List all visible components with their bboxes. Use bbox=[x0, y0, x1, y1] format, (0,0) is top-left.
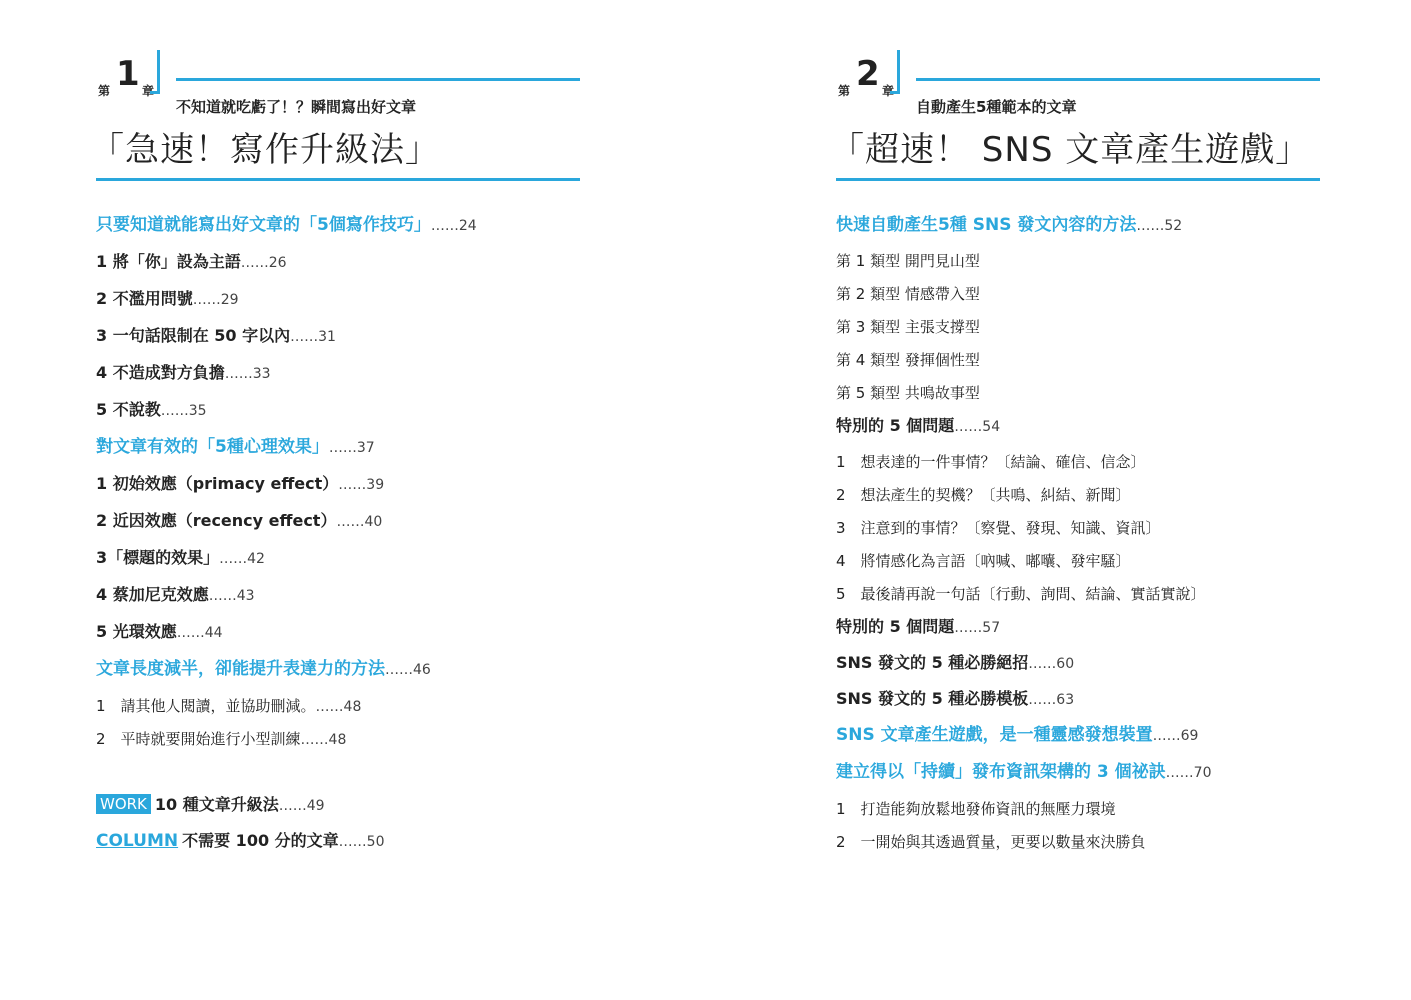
page-number: 40 bbox=[364, 514, 383, 530]
chapter-title: 「急速！寫作升級法」 bbox=[90, 130, 440, 170]
toc-entry[interactable] bbox=[96, 434, 596, 471]
leader-dots: …… bbox=[208, 588, 237, 604]
toc-entry[interactable] bbox=[96, 582, 596, 619]
toc-entry[interactable] bbox=[836, 281, 1336, 314]
subsection-text: SNS 發文的 5 種必勝模板 bbox=[836, 689, 1029, 708]
leader-dots: …… bbox=[338, 834, 367, 850]
section-heading: SNS 文章產生遊戲，是一種靈感發想裝置 bbox=[836, 725, 1153, 745]
toc-entry[interactable] bbox=[96, 619, 596, 656]
chapter-corner-decoration bbox=[150, 50, 160, 94]
section-heading: 文章長度減半，卻能提升表達力的方法 bbox=[96, 659, 385, 679]
toc-entry[interactable] bbox=[836, 796, 1336, 829]
subsection-text: 2 平時就要開始進行小型訓練 bbox=[96, 730, 301, 748]
chapter-2-mark bbox=[836, 50, 906, 100]
chapter-title: 「超速！ SNS 文章產生遊戲」 bbox=[830, 130, 1311, 170]
chapter-2-header bbox=[830, 0, 1336, 190]
toc-entry[interactable] bbox=[96, 212, 596, 249]
toc-entry[interactable] bbox=[836, 722, 1336, 759]
chapter-1-header bbox=[90, 0, 596, 190]
leader-dots: …… bbox=[219, 551, 248, 567]
subsection-text: 第 2 類型 情感帶入型 bbox=[836, 285, 980, 303]
section-heading: 快速自動產生5種 SNS 發文內容的方法 bbox=[836, 215, 1137, 235]
toc-entry[interactable] bbox=[836, 347, 1336, 380]
chapter-corner-decoration bbox=[890, 50, 900, 94]
column-tag: COLUMN bbox=[96, 831, 179, 851]
toc-entry[interactable] bbox=[836, 449, 1336, 482]
leader-dots: …… bbox=[954, 620, 983, 636]
leader-dots: …… bbox=[385, 662, 413, 678]
page-number: 52 bbox=[1164, 218, 1183, 234]
leader-dots: …… bbox=[278, 798, 307, 814]
chapter-bottom-rule bbox=[96, 178, 580, 181]
page-number: 70 bbox=[1193, 765, 1212, 781]
toc-entry[interactable] bbox=[96, 249, 596, 286]
page-number: 24 bbox=[458, 218, 477, 234]
leader-dots: …… bbox=[315, 699, 344, 715]
subsection-text: 第 3 類型 主張支撐型 bbox=[836, 318, 980, 336]
page-number: 43 bbox=[236, 588, 255, 604]
toc-entry[interactable] bbox=[836, 314, 1336, 347]
subsection-text: 4 蔡加尼克效應 bbox=[96, 585, 209, 604]
chapter-di-label: 第 bbox=[838, 84, 851, 98]
toc-entry[interactable] bbox=[836, 548, 1336, 581]
page-number: 37 bbox=[356, 440, 375, 456]
chapter-number: 2 bbox=[856, 54, 880, 94]
toc-entry[interactable] bbox=[836, 614, 1336, 650]
chapter-1-column bbox=[90, 0, 596, 851]
leader-dots: …… bbox=[300, 732, 329, 748]
toc-entry[interactable] bbox=[836, 829, 1336, 862]
leader-dots: …… bbox=[1165, 765, 1194, 781]
toc-entry[interactable] bbox=[836, 248, 1336, 281]
chapter-subtitle: 不知道就吃虧了！？瞬間寫出好文章 bbox=[176, 98, 417, 116]
column-entry-text: 不需要 100 分的文章 bbox=[182, 831, 339, 850]
page-number: 60 bbox=[1056, 656, 1075, 672]
toc-entry[interactable] bbox=[96, 323, 596, 360]
subsection-text: 第 4 類型 發揮個性型 bbox=[836, 351, 980, 369]
page-number: 46 bbox=[413, 662, 431, 678]
leader-dots: …… bbox=[1152, 728, 1181, 744]
leader-dots: …… bbox=[240, 255, 269, 271]
subsection-text: 5 光環效應 bbox=[96, 622, 177, 641]
chapter-zhang-label: 章 bbox=[882, 84, 895, 98]
subsection-text: 1 請其他人閱讀，並協助刪減。 bbox=[96, 697, 316, 715]
subsection-text: 第 5 類型 共鳴故事型 bbox=[836, 384, 980, 402]
toc-entry[interactable] bbox=[836, 413, 1336, 449]
toc-entry[interactable] bbox=[96, 693, 596, 726]
toc-entry[interactable] bbox=[96, 545, 596, 582]
leader-dots: …… bbox=[192, 292, 221, 308]
subsection-text: SNS 發文的 5 種必勝絕招 bbox=[836, 653, 1029, 672]
toc-entry[interactable] bbox=[836, 482, 1336, 515]
subsection-text: 1 初始效應（primacy effect） bbox=[96, 474, 339, 493]
chapter-zhang-label: 章 bbox=[142, 84, 155, 98]
page-number: 33 bbox=[252, 366, 271, 382]
toc-entry[interactable] bbox=[96, 360, 596, 397]
chapter-subtitle: 自動產生5種範本的文章 bbox=[916, 98, 1077, 116]
page-number: 29 bbox=[220, 292, 239, 308]
chapter-di-label: 第 bbox=[98, 84, 111, 98]
column-entry[interactable] bbox=[96, 828, 384, 851]
subsection-text: 2 一開始與其透過質量，更要以數量來決勝負 bbox=[836, 833, 1146, 851]
subsection-text: 1 想表達的一件事情？〔結論、確信、信念〕 bbox=[836, 453, 1146, 471]
toc-entry[interactable] bbox=[836, 759, 1336, 796]
page-number: 63 bbox=[1056, 692, 1075, 708]
subsection-text: 特別的 5 個問題 bbox=[836, 617, 955, 636]
chapter-1-mark bbox=[96, 50, 166, 100]
subsection-text: 1 打造能夠放鬆地發佈資訊的無壓力環境 bbox=[836, 800, 1116, 818]
subsection-text: 3「標題的效果」 bbox=[96, 548, 220, 567]
leader-dots: …… bbox=[1136, 218, 1165, 234]
page-number: 69 bbox=[1180, 728, 1199, 744]
toc-entry[interactable] bbox=[96, 656, 596, 693]
subsection-text: 2 不濫用問號 bbox=[96, 289, 193, 308]
subsection-text: 特別的 5 個問題 bbox=[836, 416, 955, 435]
leader-dots: …… bbox=[1028, 656, 1057, 672]
section-heading: 建立得以「持續」發布資訊架構的 3 個祕訣 bbox=[836, 762, 1166, 782]
chapter-top-rule bbox=[916, 78, 1320, 81]
chapter-2-column bbox=[830, 0, 1336, 862]
subsection-text: 5 最後請再說一句話〔行動、詢問、結論、實話實說〕 bbox=[836, 585, 1206, 603]
toc-entry[interactable] bbox=[836, 212, 1336, 248]
leader-dots: …… bbox=[290, 329, 319, 345]
page-number: 35 bbox=[188, 403, 207, 419]
leader-dots: …… bbox=[430, 218, 459, 234]
page-number: 39 bbox=[366, 477, 385, 493]
page-number: 50 bbox=[366, 834, 385, 850]
page-number: 54 bbox=[982, 419, 1001, 435]
page-number: 49 bbox=[306, 798, 325, 814]
leader-dots: …… bbox=[336, 514, 365, 530]
subsection-text: 5 不說教 bbox=[96, 400, 161, 419]
work-badge: WORK bbox=[96, 794, 151, 814]
chapter-2-toc bbox=[836, 212, 1336, 862]
leader-dots: …… bbox=[338, 477, 367, 493]
chapter-top-rule bbox=[176, 78, 580, 81]
toc-entry[interactable] bbox=[96, 286, 596, 323]
leader-dots: …… bbox=[954, 419, 983, 435]
subsection-text: 2 想法產生的契機？〔共鳴、糾結、新聞〕 bbox=[836, 486, 1131, 504]
toc-entry[interactable] bbox=[96, 726, 596, 759]
work-entry[interactable] bbox=[96, 792, 325, 815]
toc-entry[interactable] bbox=[836, 380, 1336, 413]
work-entry-text: 10 種文章升級法 bbox=[154, 795, 279, 814]
subsection-text: 第 1 類型 開門見山型 bbox=[836, 252, 980, 270]
leader-dots: …… bbox=[160, 403, 189, 419]
toc-entry[interactable] bbox=[836, 686, 1336, 722]
leader-dots: …… bbox=[1028, 692, 1057, 708]
toc-entry[interactable] bbox=[96, 508, 596, 545]
subsection-text: 2 近因效應（recency effect） bbox=[96, 511, 337, 530]
section-heading: 對文章有效的「5種心理效果」 bbox=[96, 437, 329, 457]
chapter-number: 1 bbox=[116, 54, 140, 94]
toc-entry[interactable] bbox=[96, 471, 596, 508]
toc-entry[interactable] bbox=[836, 581, 1336, 614]
page-number: 48 bbox=[343, 699, 362, 715]
leader-dots: …… bbox=[224, 366, 253, 382]
section-heading: 只要知道就能寫出好文章的「5個寫作技巧」 bbox=[96, 215, 431, 235]
page-number: 42 bbox=[247, 551, 265, 567]
toc-entry[interactable] bbox=[836, 650, 1336, 686]
subsection-text: 3 一句話限制在 50 字以內 bbox=[96, 326, 291, 345]
chapter-1-toc bbox=[96, 212, 596, 759]
toc-entry[interactable] bbox=[836, 515, 1336, 548]
page-number: 48 bbox=[328, 732, 347, 748]
page-number: 31 bbox=[318, 329, 336, 345]
page-number: 26 bbox=[268, 255, 287, 271]
chapter-bottom-rule bbox=[836, 178, 1320, 181]
subsection-text: 4 將情感化為言語〔吶喊、嘟囔、發牢騷〕 bbox=[836, 552, 1131, 570]
subsection-text: 3 注意到的事情？〔察覺、發現、知識、資訊〕 bbox=[836, 519, 1161, 537]
subsection-text: 1 將「你」設為主語 bbox=[96, 252, 241, 271]
leader-dots: …… bbox=[328, 440, 357, 456]
toc-entry[interactable] bbox=[96, 397, 596, 434]
leader-dots: …… bbox=[176, 625, 205, 641]
page-number: 44 bbox=[204, 625, 223, 641]
subsection-text: 4 不造成對方負擔 bbox=[96, 363, 225, 382]
page-number: 57 bbox=[982, 620, 1001, 636]
